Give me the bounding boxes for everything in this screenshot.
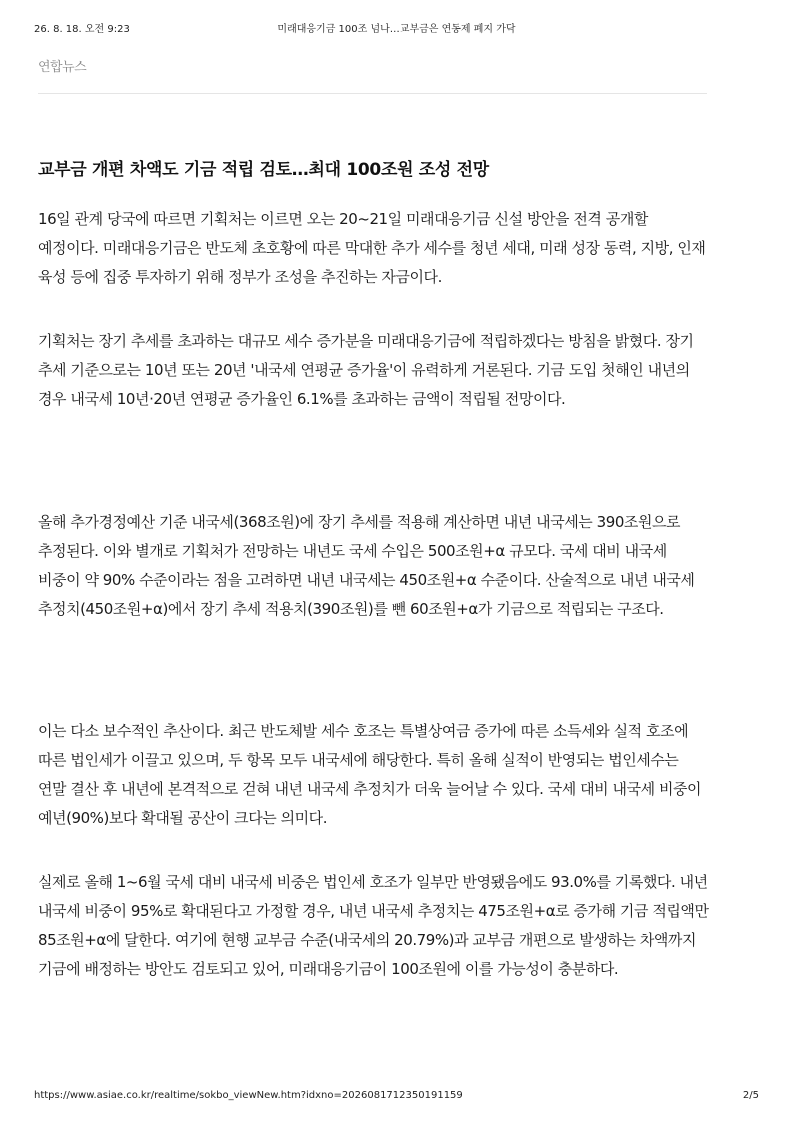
divider <box>38 93 707 94</box>
article-paragraph: 실제로 올해 1~6월 국세 대비 내국세 비중은 법인세 호조가 일부만 반영됐음에도 93.0%를 기록했다. 내년 내국세 비중이 95%로 확대된다고 가정할 경우, 내년 내국세 추정치는 475조원+α로 증가해 기금 적립액만 85조원+α에 달한다. 여기에 현행 교부금 수준(내국세의 20.79%)과 교부금 개편으로 발생하는 차액까지 기금에 배정하는 방안도 검토되고 있어, 미래대응기금이 100조원에 이를 가능성이 충분하다. <box>38 873 709 978</box>
page-url: https://www.asiae.co.kr/realtime/sokbo_viewNew.htm?idxno=2026081712350191159 <box>34 1090 463 1101</box>
article-paragraph: 기획처는 장기 추세를 초과하는 대규모 세수 증가분을 미래대응기금에 적립하겠다는 방침을 밝혔다. 장기 추세 기준으로는 10년 또는 20년 '내국세 연평균 증가율'이 유력하게 거론된다. 기금 도입 첫해인 내년의 경우 내국세 10년·20년 연평균 증가율인 6.1%를 초과하는 금액이 적립될 전망이다. <box>38 332 694 408</box>
article-paragraph: 16일 관계 당국에 따르면 기획처는 이르면 오는 20~21일 미래대응기금 신설 방안을 전격 공개할 예정이다. 미래대응기금은 반도체 초호황에 따른 막대한 추가 세수를 청년 세대, 미래 성장 동력, 지방, 인재 육성 등에 집중 투자하기 위해 정부가 조성을 추진하는 자금이다. <box>38 210 706 286</box>
article-paragraph: 이는 다소 보수적인 추산이다. 최근 반도체발 세수 호조는 특별상여금 증가에 따른 소득세와 실적 호조에 따른 법인세가 이끌고 있으며, 두 항목 모두 내국세에 해당한다. 특히 올해 실적이 반영되는 법인세수는 연말 결산 후 내년에 본격적으로 걷혀 내년 내국세 추정치가 더욱 늘어날 수 있다. 국세 대비 내국세 비중이 예년(90%)보다 확대될 공산이 크다는 의미다. <box>38 722 702 827</box>
print-datetime: 26. 8. 18. 오전 9:23 <box>34 24 130 35</box>
source-label: 연합뉴스 <box>38 60 87 75</box>
article-paragraph: 올해 추가경정예산 기준 내국세(368조원)에 장기 추세를 적용해 계산하면 내년 내국세는 390조원으로 추정된다. 이와 별개로 기획처가 전망하는 내년도 국세 수입은 500조원+α 규모다. 국세 대비 내국세 비중이 약 90% 수준이라는 점을 고려하면 내년 내국세는 450조원+α 수준이다. 산술적으로 내년 내국세 추정치(450조원+α)에서 장기 추세 적용치(390조원)를 뺀 60조원+α가 기금으로 적립되는 구조다. <box>38 513 695 618</box>
page-number: 2/5 <box>742 1090 759 1101</box>
print-page-title: 미래대응기금 100조 넘나…교부금은 연동제 폐지 가닥 <box>277 24 516 35</box>
article-headline: 교부금 개편 차액도 기금 적립 검토…최대 100조원 조성 전망 <box>38 160 489 180</box>
